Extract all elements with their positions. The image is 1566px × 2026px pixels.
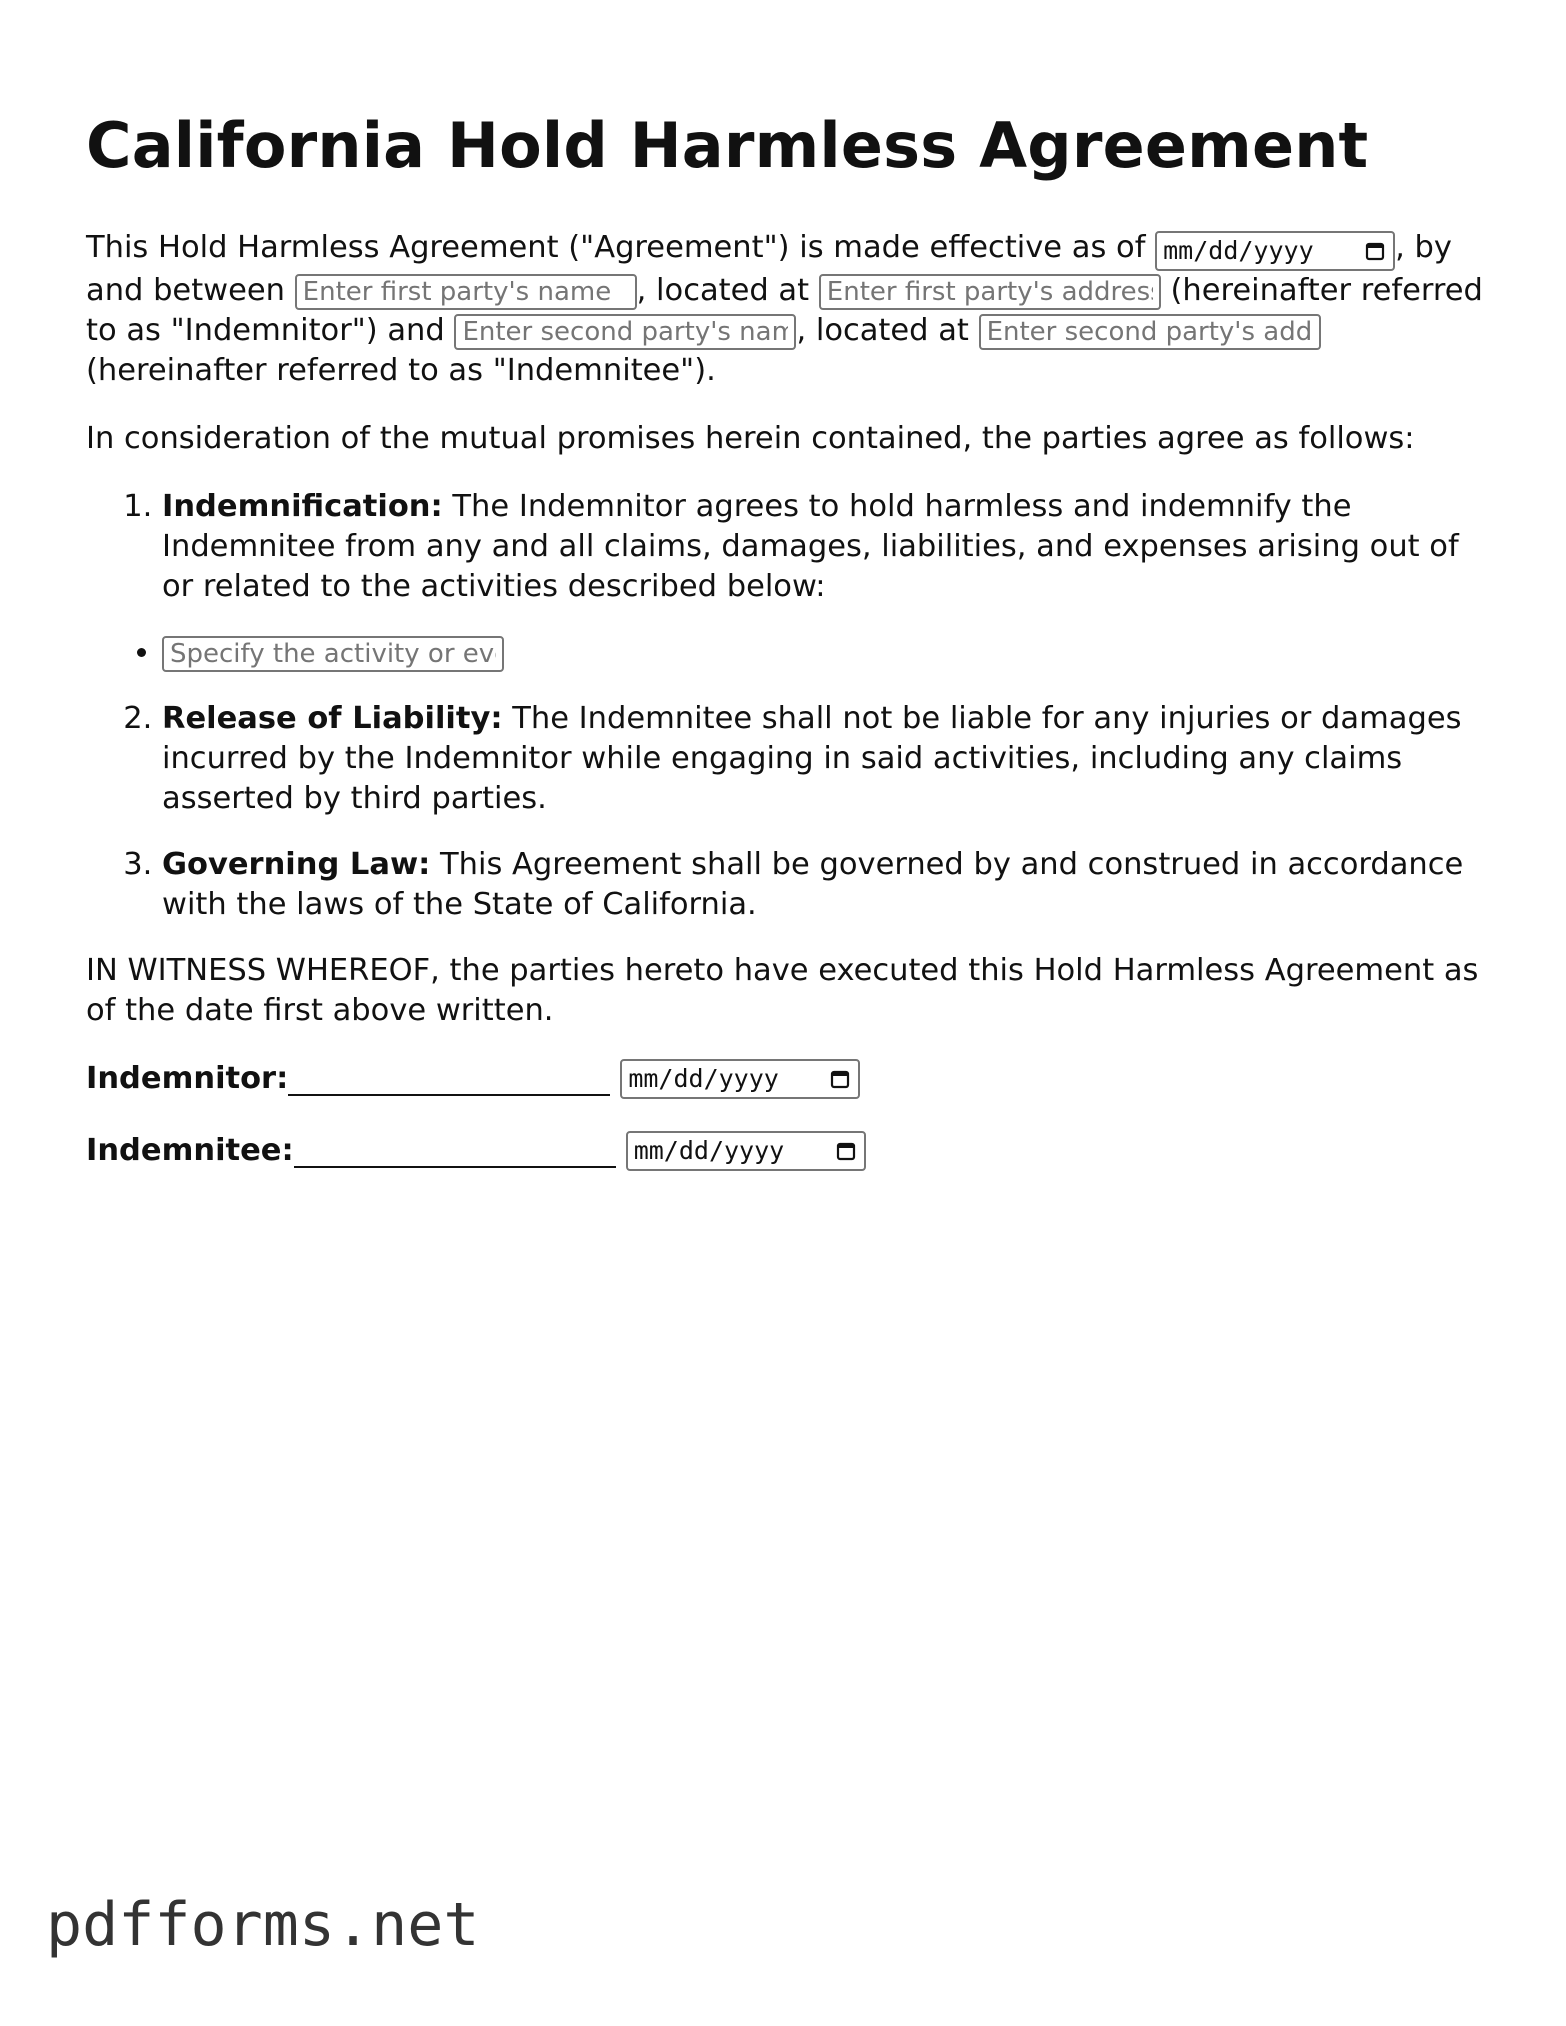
- document-page: [86, 100, 1486, 1203]
- indemnitee-date-placeholder: mm/dd/yyyy: [633, 1136, 785, 1165]
- indemnitor-date-placeholder: mm/dd/yyyy: [628, 1064, 779, 1093]
- indemnitee-date-input[interactable]: [626, 1131, 866, 1171]
- intro-paragraph: [86, 228, 1486, 391]
- clause-text: This Agreement shall be governed by and construed in accordance with the laws of the State of California.: [162, 847, 1464, 922]
- intro-text-3: , located at: [636, 273, 819, 308]
- clause-governing-law: [162, 845, 1486, 925]
- indemnitor-date-input[interactable]: [620, 1059, 860, 1099]
- indemnitor-label: Indemnitor:: [86, 1061, 289, 1096]
- pdfforms-watermark: pdfforms.net: [46, 1890, 480, 1960]
- indemnitee-signature-row: [86, 1131, 1486, 1171]
- indemnitee-signature-line[interactable]: [294, 1134, 616, 1168]
- calendar-icon[interactable]: [836, 1141, 856, 1161]
- indemnitor-signature-row: [86, 1059, 1486, 1099]
- second-party-address-input[interactable]: [979, 314, 1321, 350]
- calendar-icon[interactable]: [1365, 241, 1385, 261]
- first-party-address-input[interactable]: [819, 274, 1161, 310]
- clause-text: The Indemnitee shall not be liable for any injuries or damages incurred by the Indemnitor while engaging in said activities, including any claims asserted by third parties.: [162, 701, 1462, 816]
- clauses-list: [86, 487, 1486, 607]
- clauses-list-continued: [86, 699, 1486, 925]
- activity-list: [86, 633, 1486, 673]
- document-title: California Hold Harmless Agreement: [86, 109, 1369, 182]
- intro-text-6: (hereinafter referred to as "Indemnitee").: [86, 353, 716, 388]
- indemnitee-label: Indemnitee:: [86, 1133, 294, 1168]
- intro-text-5: , located at: [796, 313, 979, 348]
- intro-text-4: (hereinafter referred to as "Indemnitor") and: [86, 273, 1483, 348]
- clause-heading: Release of Liability:: [162, 701, 503, 736]
- effective-date-input[interactable]: [1155, 231, 1395, 271]
- intro-text-1: This Hold Harmless Agreement ("Agreement") is made effective as of: [86, 230, 1156, 265]
- second-party-name-input[interactable]: [454, 314, 796, 350]
- activity-item: [162, 633, 1486, 673]
- clause-heading: Indemnification:: [162, 489, 443, 524]
- indemnitor-signature-line[interactable]: [288, 1062, 610, 1096]
- effective-date-placeholder: mm/dd/yyyy: [1163, 236, 1314, 265]
- clause-indemnification: [162, 487, 1486, 607]
- consideration-paragraph: In consideration of the mutual promises herein contained, the parties agree as follows:: [86, 421, 1415, 456]
- intro-text-2: , by and between: [86, 230, 1452, 308]
- first-party-name-input[interactable]: [295, 274, 637, 310]
- clause-heading: Governing Law:: [162, 847, 431, 882]
- activity-input[interactable]: [162, 636, 504, 672]
- clause-release-of-liability: [162, 699, 1486, 819]
- clause-text: The Indemnitor agrees to hold harmless and indemnify the Indemnitee from any and all claims, damages, liabilities, and expenses arising out of or related to the activities described below:: [162, 489, 1459, 604]
- calendar-icon[interactable]: [830, 1069, 850, 1089]
- witness-paragraph: IN WITNESS WHEREOF, the parties hereto have executed this Hold Harmless Agreement as of the date first above written.: [86, 953, 1479, 1028]
